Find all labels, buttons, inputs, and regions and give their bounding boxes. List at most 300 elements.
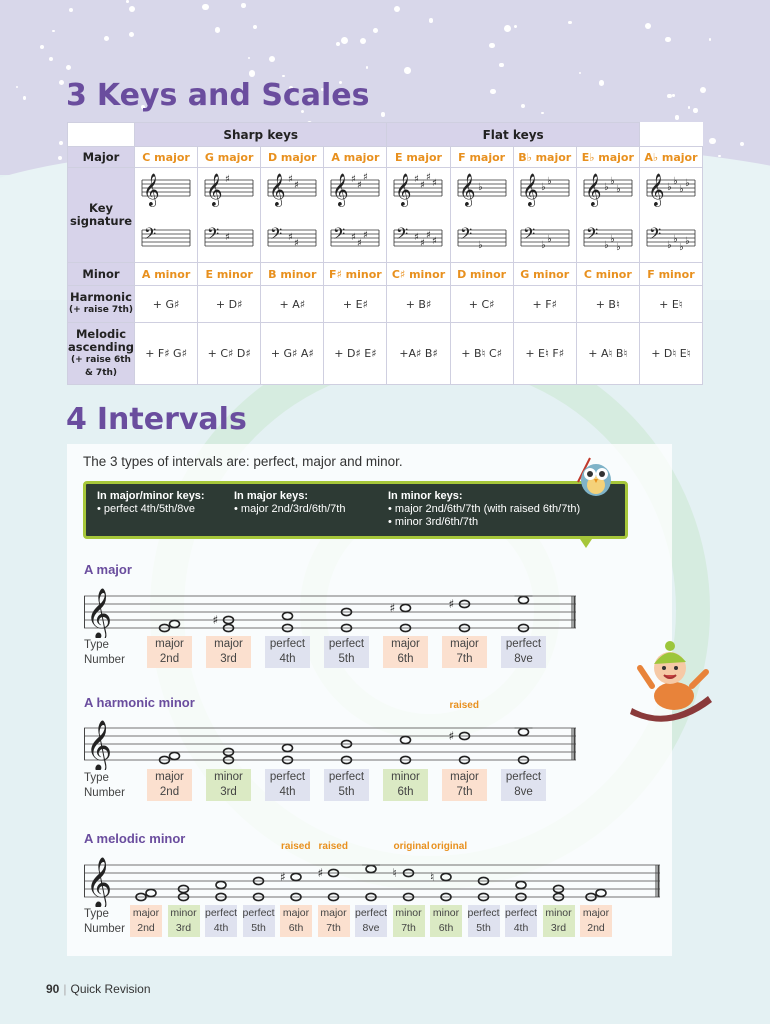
key-signature-icon — [643, 170, 699, 260]
svg-text:♭: ♭ — [672, 176, 678, 187]
svg-text:♯: ♯ — [294, 180, 300, 191]
note-head — [291, 873, 301, 880]
snowflake — [341, 37, 348, 44]
snowflake — [58, 156, 62, 160]
melodic-cell: +A♯ B♯ — [387, 323, 450, 385]
interval-type: perfect — [269, 638, 306, 650]
callout-tail — [578, 536, 594, 548]
svg-text:♭: ♭ — [546, 234, 552, 245]
snowflake — [269, 56, 275, 62]
interval-box — [147, 769, 192, 801]
interval-box — [505, 905, 537, 937]
note-head — [516, 881, 526, 888]
footer-separator: | — [63, 982, 67, 996]
major-key-cell: F major — [450, 147, 513, 168]
key-signature-cell — [513, 168, 576, 263]
key-signature-cell — [450, 168, 513, 263]
interval-number: 7th — [456, 653, 473, 665]
music-staff — [84, 714, 576, 770]
treble-clef-icon: 𝄞 — [86, 720, 113, 770]
snowflake — [126, 0, 129, 3]
melodic-cell: + D♯ E♯ — [324, 323, 387, 385]
minor-key-cell: F♯ minor — [324, 263, 387, 286]
snowflake — [568, 21, 571, 24]
snowflake — [499, 63, 504, 68]
svg-text:♭: ♭ — [666, 240, 672, 251]
major-key-cell: E major — [387, 147, 450, 168]
interval-box — [393, 905, 425, 937]
svg-text:♭: ♭ — [546, 176, 552, 187]
minor-key-cell: G minor — [513, 263, 576, 286]
interval-number: 6th — [438, 922, 454, 934]
svg-text:♯: ♯ — [414, 232, 420, 243]
interval-type: perfect — [328, 638, 365, 650]
interval-type: major — [450, 771, 479, 783]
snowflake — [667, 94, 671, 98]
interval-number: 7th — [401, 922, 416, 934]
melodic-cell: + B♮ C♯ — [450, 323, 513, 385]
blackboard-heading: In major/minor keys: — [97, 490, 205, 502]
svg-text:𝄢: 𝄢 — [333, 225, 346, 247]
svg-text:♯: ♯ — [420, 238, 426, 249]
interval-box — [206, 769, 251, 801]
svg-text:𝄞: 𝄞 — [521, 173, 539, 206]
key-signature-cell — [261, 168, 324, 263]
svg-text:♯: ♯ — [420, 180, 426, 191]
key-signature-cell — [198, 168, 261, 263]
snowflake — [688, 106, 691, 109]
svg-text:♯: ♯ — [363, 230, 369, 241]
intervals-intro: The 3 types of intervals are: perfect, major and minor. — [83, 454, 403, 469]
number-label: Number — [84, 787, 125, 799]
snowflake — [366, 66, 369, 69]
note-head — [366, 865, 376, 872]
interval-box — [468, 905, 500, 937]
svg-text:𝄢: 𝄢 — [459, 225, 472, 247]
major-key-cell: A♭ major — [639, 147, 702, 168]
interval-number: 7th — [456, 786, 473, 798]
svg-text:♯: ♯ — [288, 174, 294, 185]
interval-annotation: original — [393, 841, 430, 852]
type-label: Type — [84, 908, 109, 920]
svg-text:𝄢: 𝄢 — [207, 225, 220, 247]
music-staff — [84, 851, 660, 907]
major-key-cell: G major — [198, 147, 261, 168]
snowflake — [59, 141, 63, 145]
interval-box — [265, 769, 310, 801]
interval-type: perfect — [205, 907, 238, 919]
major-key-cell: D major — [261, 147, 324, 168]
svg-text:♭: ♭ — [684, 236, 690, 247]
minor-key-cell: B minor — [261, 263, 324, 286]
svg-text:𝄢: 𝄢 — [522, 225, 535, 247]
owl-teacher-icon — [572, 452, 620, 500]
interval-type: major — [132, 907, 160, 919]
interval-type: major — [450, 638, 479, 650]
row-label-harmonic — [68, 286, 135, 323]
interval-number: 4th — [279, 653, 296, 665]
interval-number: 3rd — [550, 922, 567, 934]
note-head — [216, 881, 226, 888]
interval-type: major — [582, 907, 610, 919]
snowflake — [665, 37, 670, 42]
interval-type: major — [282, 907, 310, 919]
keys-table — [67, 122, 703, 385]
note-head — [170, 620, 180, 627]
footer-label: Quick Revision — [70, 982, 151, 996]
svg-text:♭: ♭ — [666, 182, 672, 193]
svg-text:𝄞: 𝄞 — [584, 173, 602, 206]
snowflake — [215, 27, 220, 32]
svg-text:♭: ♭ — [678, 242, 684, 253]
section-number: 4 — [66, 402, 87, 437]
interval-box — [324, 769, 369, 801]
interval-number: 8ve — [362, 922, 380, 934]
key-signature-cell — [324, 168, 387, 263]
accidental: ♯ — [317, 866, 324, 880]
interval-number: 8ve — [514, 653, 533, 665]
snowflake — [282, 75, 284, 77]
interval-box — [243, 905, 275, 937]
blackboard-line: • major 2nd/6th/7th (with raised 6th/7th) — [388, 503, 581, 515]
interval-number: 5th — [476, 922, 491, 934]
interval-box — [442, 636, 487, 668]
interval-box — [206, 636, 251, 668]
interval-box — [383, 636, 428, 668]
interval-type: perfect — [467, 907, 500, 919]
interval-type: major — [214, 638, 243, 650]
interval-number: 7th — [326, 922, 341, 934]
interval-box — [430, 905, 462, 937]
accidental: ♮ — [392, 866, 397, 880]
blackboard-line: • perfect 4th/5th/8ve — [97, 503, 196, 515]
svg-text:𝄢: 𝄢 — [396, 225, 409, 247]
interval-type: minor — [395, 907, 422, 919]
svg-text:♯: ♯ — [426, 230, 432, 241]
harmonic-cell: + E♮ — [639, 286, 702, 323]
minor-key-cell: C♯ minor — [387, 263, 450, 286]
blackboard-line: • minor 3rd/6th/7th — [388, 516, 479, 528]
note-head — [170, 752, 180, 759]
accidental: ♯ — [389, 601, 396, 615]
interval-type: perfect — [505, 638, 542, 650]
interval-number: 6th — [397, 653, 414, 665]
row-label-minor: Minor — [68, 263, 135, 286]
snowflake — [404, 67, 411, 74]
interval-number: 6th — [397, 786, 414, 798]
svg-text:♭: ♭ — [603, 240, 609, 251]
svg-text:♯: ♯ — [351, 232, 357, 243]
note-head — [146, 889, 156, 896]
interval-annotation: raised — [318, 841, 348, 852]
sharp-keys-header: Sharp keys — [135, 123, 387, 147]
interval-box — [147, 636, 192, 668]
svg-text:♭: ♭ — [684, 178, 690, 189]
harmonic-sublabel: (+ raise 7th) — [68, 305, 134, 315]
key-signature-icon — [201, 170, 257, 260]
interval-box — [280, 905, 312, 937]
svg-text:𝄞: 𝄞 — [332, 173, 349, 206]
svg-text:♭: ♭ — [615, 184, 621, 195]
harmonic-cell: + C♯ — [450, 286, 513, 323]
page-number: 90 — [46, 982, 60, 996]
harmonic-cell: + A♯ — [261, 286, 324, 323]
minor-key-cell: D minor — [450, 263, 513, 286]
interval-type: perfect — [355, 907, 388, 919]
interval-number: 3rd — [175, 922, 192, 934]
svg-text:♯: ♯ — [426, 172, 432, 183]
svg-text:𝄢: 𝄢 — [585, 225, 599, 247]
minor-key-cell: C minor — [576, 263, 639, 286]
interval-type: minor — [391, 771, 420, 783]
interval-number: 2nd — [159, 653, 180, 665]
melodic-cell: + G♯ A♯ — [261, 323, 324, 385]
melodic-cell: + D♮ E♮ — [639, 323, 702, 385]
note-head — [283, 744, 293, 751]
snowflake — [249, 70, 256, 77]
svg-text:𝄞: 𝄞 — [206, 173, 223, 206]
key-signature-cell — [639, 168, 702, 263]
snowflake — [504, 25, 511, 32]
note-head — [401, 736, 411, 743]
svg-text:♭: ♭ — [477, 182, 483, 193]
interval-box — [324, 636, 369, 668]
svg-text:𝄢: 𝄢 — [144, 225, 157, 247]
interval-type: minor — [432, 907, 460, 919]
interval-type: minor — [170, 907, 197, 919]
key-signature-icon — [264, 170, 320, 260]
svg-text:♯: ♯ — [225, 174, 230, 185]
interval-type: perfect — [505, 907, 538, 919]
svg-text:♯: ♯ — [357, 180, 363, 191]
page-footer — [46, 982, 151, 996]
snowflake — [672, 94, 674, 96]
interval-number: 4th — [513, 922, 529, 934]
svg-text:♯: ♯ — [351, 174, 357, 185]
interval-number: 5th — [251, 922, 266, 934]
svg-text:𝄞: 𝄞 — [458, 173, 476, 206]
svg-text:♭: ♭ — [609, 176, 615, 187]
harmonic-cell: + G♯ — [135, 286, 198, 323]
svg-text:♭: ♭ — [540, 240, 546, 251]
note-head — [596, 889, 606, 896]
svg-text:𝄞: 𝄞 — [143, 173, 160, 206]
snowflake — [521, 104, 525, 108]
interval-number: 4th — [279, 786, 296, 798]
snowflake — [381, 112, 385, 116]
type-number-labels — [84, 638, 125, 668]
snowflake — [490, 89, 496, 95]
key-signature-icon — [390, 170, 446, 260]
interval-type: perfect — [242, 907, 275, 919]
note-head — [519, 728, 529, 735]
interval-number: 3rd — [220, 786, 237, 798]
svg-text:♯: ♯ — [432, 236, 438, 247]
interval-box — [205, 905, 237, 937]
section-heading-intervals — [66, 402, 247, 437]
note-head — [441, 873, 451, 880]
interval-number: 8ve — [514, 786, 533, 798]
key-signature-icon — [454, 170, 510, 260]
note-head — [519, 596, 529, 603]
melodic-sublabel: (+ raise 6th & 7th) — [71, 354, 131, 378]
key-signature-cell — [135, 168, 198, 263]
major-key-cell: E♭ major — [576, 147, 639, 168]
svg-text:♯: ♯ — [414, 174, 420, 185]
svg-text:♯: ♯ — [288, 232, 294, 243]
svg-text:♭: ♭ — [615, 242, 621, 253]
interval-annotation: original — [431, 841, 468, 852]
snowflake — [52, 30, 54, 32]
interval-box — [580, 905, 612, 937]
interval-box — [543, 905, 575, 937]
section-heading-keys — [66, 78, 369, 113]
svg-text:♭: ♭ — [540, 182, 546, 193]
interval-type: major — [320, 907, 347, 919]
key-signature-icon — [517, 170, 573, 260]
number-label: Number — [84, 654, 125, 666]
svg-text:♭: ♭ — [672, 234, 678, 245]
harmonic-cell: + E♯ — [324, 286, 387, 323]
blackboard-callout — [83, 481, 628, 539]
harmonic-cell: + B♮ — [576, 286, 639, 323]
key-signature-icon — [138, 170, 194, 260]
svg-text:♭: ♭ — [609, 234, 615, 245]
snowflake — [693, 108, 697, 112]
svg-text:♯: ♯ — [432, 178, 438, 189]
snowflake — [709, 38, 711, 40]
interval-type: minor — [545, 907, 572, 919]
example-title: A major — [84, 562, 132, 577]
svg-text:♭: ♭ — [603, 182, 609, 193]
blackboard-column — [97, 490, 205, 516]
snowflake — [373, 28, 378, 33]
key-signature-cell — [576, 168, 639, 263]
svg-text:𝄞: 𝄞 — [647, 173, 665, 206]
interval-box — [355, 905, 387, 937]
interval-annotation: raised — [449, 700, 479, 711]
minor-key-cell: F minor — [639, 263, 702, 286]
section-title: Intervals — [96, 402, 247, 437]
interval-number: 4th — [213, 922, 229, 934]
interval-box — [168, 905, 200, 937]
interval-box — [501, 636, 546, 668]
interval-box — [383, 769, 428, 801]
snowflake — [579, 72, 581, 74]
interval-type: major — [155, 638, 184, 650]
svg-text:♯: ♯ — [294, 238, 300, 249]
interval-number: 5th — [338, 786, 355, 798]
sledding-kid-icon — [628, 638, 718, 730]
interval-type: perfect — [505, 771, 542, 783]
number-label: Number — [84, 923, 125, 935]
interval-number: 2nd — [137, 922, 155, 934]
interval-type: major — [155, 771, 184, 783]
snowflake — [740, 142, 744, 146]
interval-box — [265, 636, 310, 668]
svg-text:♭: ♭ — [678, 184, 684, 195]
svg-text:♭: ♭ — [477, 240, 483, 251]
interval-number: 3rd — [220, 653, 237, 665]
svg-text:𝄢: 𝄢 — [270, 225, 283, 247]
row-label-melodic — [68, 323, 135, 385]
note-head — [283, 612, 293, 619]
music-staff — [84, 582, 576, 638]
row-label-key-signature: Key signature — [68, 168, 135, 263]
harmonic-label: Harmonic — [70, 290, 132, 304]
harmonic-cell: + F♯ — [513, 286, 576, 323]
blackboard-column — [234, 490, 345, 516]
blackboard-column — [388, 490, 580, 529]
treble-clef-icon: 𝄞 — [86, 857, 113, 907]
key-signature-cell — [387, 168, 450, 263]
snowflake — [202, 4, 208, 10]
example-title: A harmonic minor — [84, 695, 195, 710]
harmonic-cell: + B♯ — [387, 286, 450, 323]
major-key-cell: B♭ major — [513, 147, 576, 168]
flat-keys-header: Flat keys — [387, 123, 639, 147]
treble-clef-icon: 𝄞 — [86, 588, 113, 638]
svg-text:𝄢: 𝄢 — [648, 225, 662, 247]
type-number-labels — [84, 907, 125, 937]
interval-box — [318, 905, 350, 937]
accidental: ♯ — [448, 729, 455, 743]
type-number-labels — [84, 771, 125, 801]
interval-number: 2nd — [159, 786, 180, 798]
minor-key-cell: A minor — [135, 263, 198, 286]
svg-text:♯: ♯ — [225, 232, 230, 243]
key-signature-icon — [580, 170, 636, 260]
interval-type: perfect — [328, 771, 365, 783]
corner-cell — [68, 123, 135, 147]
svg-text:𝄞: 𝄞 — [395, 173, 413, 206]
type-label: Type — [84, 772, 109, 784]
major-key-cell: A major — [324, 147, 387, 168]
snowflake — [23, 96, 27, 100]
snowflake — [59, 80, 64, 85]
minor-key-cell: E minor — [198, 263, 261, 286]
accidental: ♮ — [430, 870, 435, 884]
harmonic-cell: + D♯ — [198, 286, 261, 323]
snowflake — [675, 115, 679, 119]
melodic-label: Melodic ascending — [68, 326, 135, 354]
melodic-cell: + F♯ G♯ — [135, 323, 198, 385]
interval-number: 6th — [288, 922, 304, 934]
blackboard-heading: In minor keys: — [388, 490, 463, 502]
type-label: Type — [84, 639, 109, 651]
melodic-cell: + C♯ D♯ — [198, 323, 261, 385]
svg-text:♯: ♯ — [357, 238, 363, 249]
blackboard-line: • major 2nd/3rd/6th/7th — [234, 503, 346, 515]
note-head — [401, 604, 411, 611]
interval-type: minor — [214, 771, 243, 783]
interval-type: major — [391, 638, 420, 650]
snowflake — [241, 3, 246, 8]
svg-text:♯: ♯ — [363, 172, 369, 183]
section-title: Keys and Scales — [96, 78, 370, 113]
blackboard-heading: In major keys: — [234, 490, 308, 502]
interval-annotation: raised — [281, 841, 311, 852]
accidental: ♯ — [448, 597, 455, 611]
snowflake — [66, 65, 71, 70]
interval-number: 5th — [338, 653, 355, 665]
svg-text:𝄞: 𝄞 — [269, 173, 286, 206]
example-title: A melodic minor — [84, 831, 186, 846]
interval-box — [442, 769, 487, 801]
accidental: ♯ — [212, 613, 219, 627]
snowflake — [700, 87, 706, 93]
interval-box — [501, 769, 546, 801]
